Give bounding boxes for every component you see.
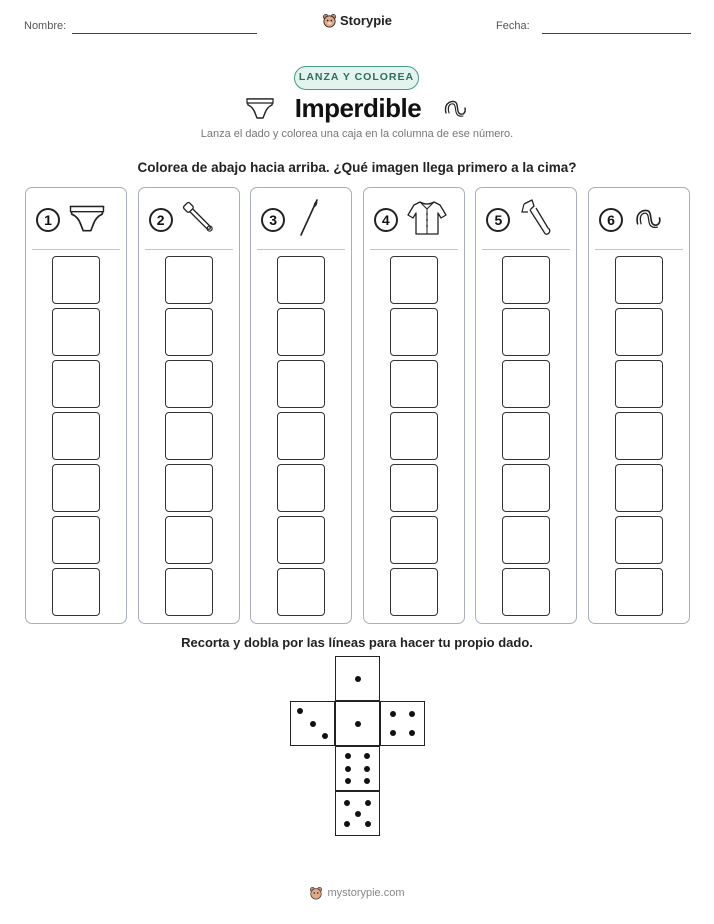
column-header bbox=[261, 200, 345, 240]
instruction: Colorea de abajo hacia arriba. ¿Qué imagen llega primero a la cima? bbox=[137, 160, 577, 175]
hook-pin-icon bbox=[631, 203, 665, 238]
color-box[interactable] bbox=[502, 568, 550, 616]
color-box[interactable] bbox=[502, 412, 550, 460]
shirt-icon bbox=[406, 199, 448, 242]
title-row bbox=[0, 92, 714, 124]
die-pip bbox=[355, 676, 361, 682]
color-box[interactable] bbox=[615, 516, 663, 564]
column-divider bbox=[32, 249, 120, 250]
color-box[interactable] bbox=[390, 568, 438, 616]
column-divider bbox=[482, 249, 570, 250]
die-face-3 bbox=[290, 701, 335, 746]
die-pip bbox=[322, 733, 328, 739]
column-6 bbox=[588, 187, 690, 624]
die-pip bbox=[355, 811, 361, 817]
column-divider bbox=[257, 249, 345, 250]
clamp-icon bbox=[518, 198, 554, 243]
color-box[interactable] bbox=[165, 256, 213, 304]
die-pip bbox=[345, 778, 351, 784]
die-pip bbox=[409, 711, 415, 717]
column-5 bbox=[475, 187, 577, 624]
die-pip bbox=[365, 821, 371, 827]
subtitle: Lanza el dado y colorea una caja en la columna de ese número. bbox=[200, 128, 514, 140]
cut-instruction: Recorta y dobla por las líneas para hacer tu propio dado. bbox=[181, 635, 533, 650]
color-box[interactable] bbox=[390, 464, 438, 512]
color-box[interactable] bbox=[165, 516, 213, 564]
column-divider bbox=[370, 249, 458, 250]
die-face-6 bbox=[335, 746, 380, 791]
color-box[interactable] bbox=[615, 464, 663, 512]
color-box[interactable] bbox=[615, 308, 663, 356]
activity-badge: LANZA Y COLOREA bbox=[294, 66, 419, 90]
column-header bbox=[374, 200, 458, 240]
color-box[interactable] bbox=[165, 464, 213, 512]
die-pip bbox=[364, 778, 370, 784]
column-divider bbox=[145, 249, 233, 250]
color-box[interactable] bbox=[390, 412, 438, 460]
color-box[interactable] bbox=[277, 412, 325, 460]
column-number: 1 bbox=[36, 208, 60, 232]
color-box[interactable] bbox=[277, 308, 325, 356]
color-box[interactable] bbox=[277, 568, 325, 616]
column-number: 6 bbox=[599, 208, 623, 232]
color-box[interactable] bbox=[52, 412, 100, 460]
color-box[interactable] bbox=[277, 256, 325, 304]
footer bbox=[0, 886, 714, 903]
column-number: 5 bbox=[486, 208, 510, 232]
brand-name: Storypie bbox=[339, 13, 392, 28]
die-face-1 bbox=[335, 656, 380, 701]
color-box[interactable] bbox=[52, 360, 100, 408]
hook-pin-icon bbox=[441, 95, 469, 121]
brand-logo bbox=[0, 13, 714, 31]
color-box[interactable] bbox=[390, 516, 438, 564]
column-header bbox=[36, 200, 120, 240]
column-header bbox=[486, 200, 570, 240]
die-pip bbox=[297, 708, 303, 714]
die-face-1 bbox=[335, 701, 380, 746]
safety-pin-icon bbox=[181, 198, 217, 243]
color-box[interactable] bbox=[52, 516, 100, 564]
die-pip bbox=[355, 721, 361, 727]
die-pip bbox=[365, 800, 371, 806]
color-box[interactable] bbox=[502, 308, 550, 356]
diaper-icon bbox=[68, 201, 106, 240]
color-box[interactable] bbox=[277, 360, 325, 408]
color-box[interactable] bbox=[390, 308, 438, 356]
color-box[interactable] bbox=[615, 568, 663, 616]
die-pip bbox=[344, 800, 350, 806]
color-box[interactable] bbox=[165, 308, 213, 356]
column-divider bbox=[595, 249, 683, 250]
footer-url: mystorypie.com bbox=[327, 887, 405, 899]
storypie-bear-icon bbox=[322, 13, 337, 28]
die-face-4 bbox=[380, 701, 425, 746]
color-box[interactable] bbox=[615, 412, 663, 460]
color-box[interactable] bbox=[502, 256, 550, 304]
column-header bbox=[149, 200, 233, 240]
name-line[interactable] bbox=[72, 33, 257, 34]
color-box[interactable] bbox=[390, 256, 438, 304]
column-4 bbox=[363, 187, 465, 624]
color-box[interactable] bbox=[52, 464, 100, 512]
date-line[interactable] bbox=[542, 33, 691, 34]
column-2 bbox=[138, 187, 240, 624]
die-pip bbox=[390, 730, 396, 736]
color-box[interactable] bbox=[165, 412, 213, 460]
needle-icon bbox=[293, 198, 323, 243]
die-pip bbox=[409, 730, 415, 736]
column-3 bbox=[250, 187, 352, 624]
column-1 bbox=[25, 187, 127, 624]
die-pip bbox=[345, 753, 351, 759]
name-label: Nombre: bbox=[24, 20, 67, 32]
die-pip bbox=[364, 766, 370, 772]
die-pip bbox=[344, 821, 350, 827]
die-pip bbox=[310, 721, 316, 727]
die-face-5 bbox=[335, 791, 380, 836]
color-box[interactable] bbox=[165, 568, 213, 616]
color-box[interactable] bbox=[52, 568, 100, 616]
color-box[interactable] bbox=[502, 464, 550, 512]
die-pip bbox=[390, 711, 396, 717]
color-box[interactable] bbox=[277, 516, 325, 564]
color-box[interactable] bbox=[52, 308, 100, 356]
color-box[interactable] bbox=[615, 360, 663, 408]
column-number: 2 bbox=[149, 208, 173, 232]
die-pip bbox=[345, 766, 351, 772]
die-pip bbox=[364, 753, 370, 759]
column-header bbox=[599, 200, 683, 240]
color-box[interactable] bbox=[165, 360, 213, 408]
color-box[interactable] bbox=[502, 360, 550, 408]
page-title: Imperdible bbox=[294, 92, 422, 123]
color-box[interactable] bbox=[52, 256, 100, 304]
color-box[interactable] bbox=[502, 516, 550, 564]
column-number: 3 bbox=[261, 208, 285, 232]
date-label: Fecha: bbox=[496, 20, 530, 32]
diaper-icon bbox=[245, 95, 275, 121]
color-box[interactable] bbox=[615, 256, 663, 304]
color-box[interactable] bbox=[390, 360, 438, 408]
color-box[interactable] bbox=[277, 464, 325, 512]
column-number: 4 bbox=[374, 208, 398, 232]
storypie-bear-icon bbox=[309, 886, 323, 900]
